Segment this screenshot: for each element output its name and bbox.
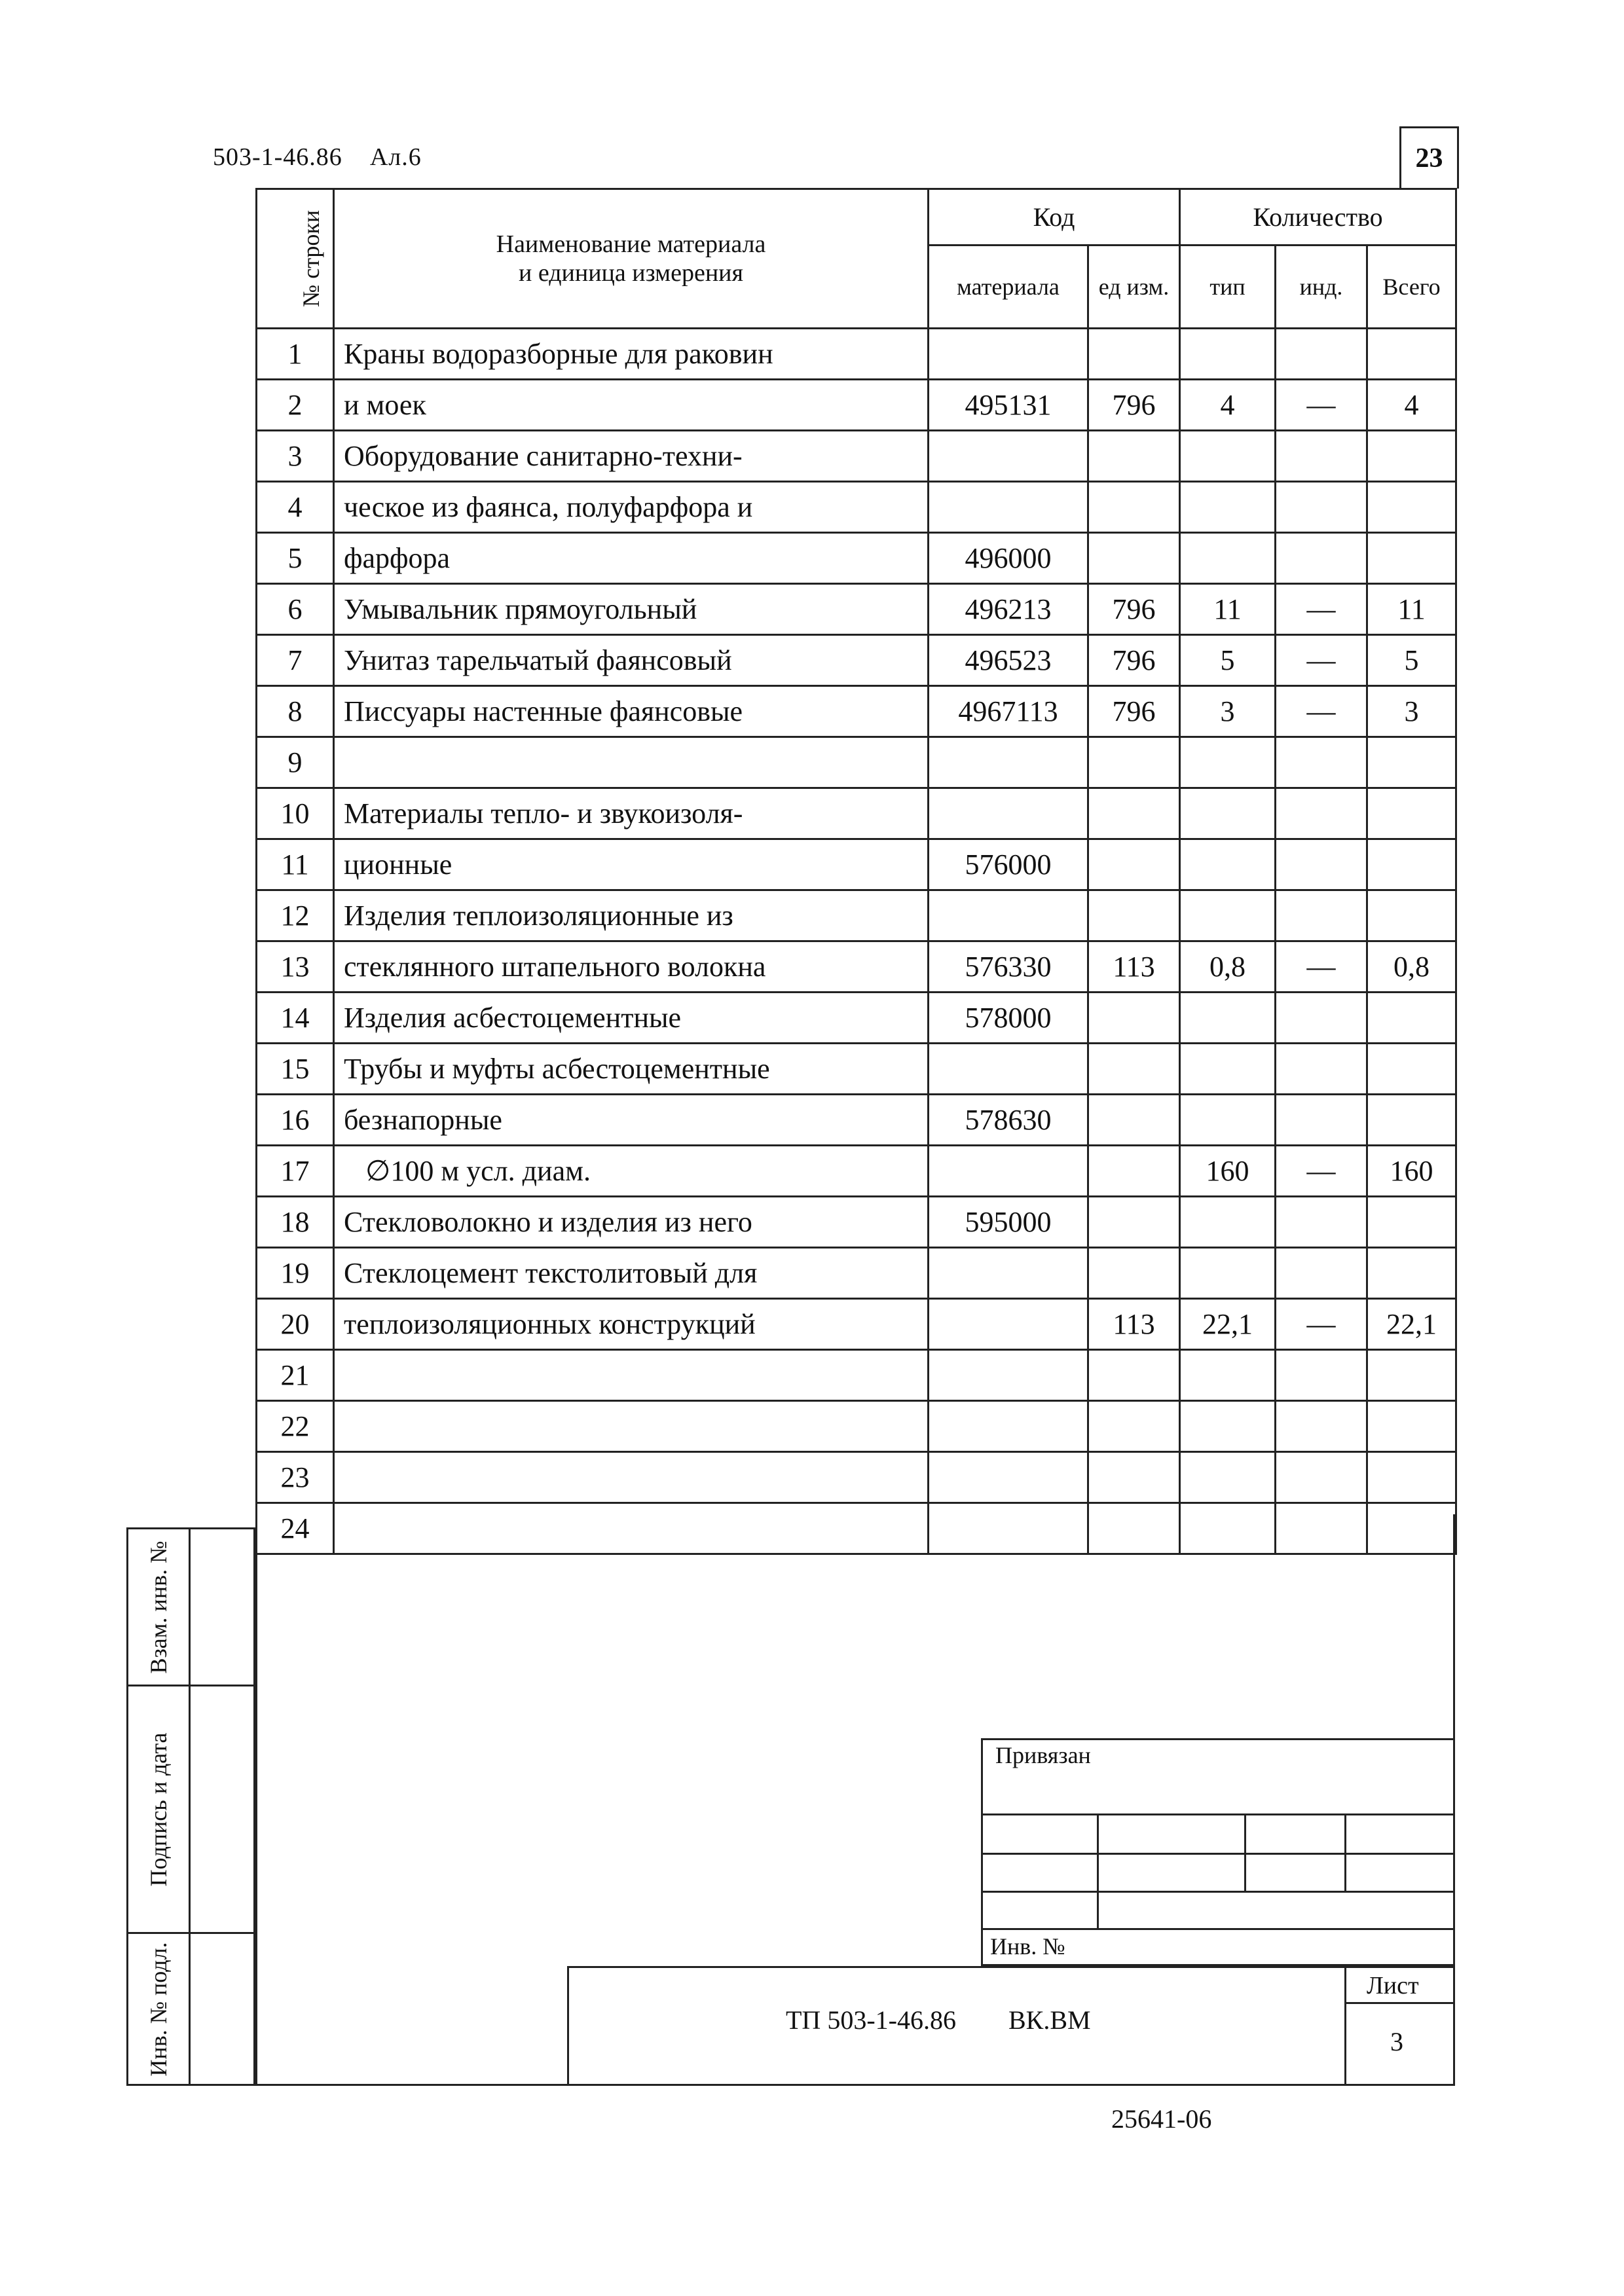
header-unit [1088, 246, 1180, 329]
qty-total-cell [1367, 1248, 1456, 1299]
row-number-cell: 11 [257, 839, 334, 890]
binding-column-line [1344, 1813, 1346, 1891]
qty-typ-cell: 4 [1180, 380, 1276, 431]
material-name-cell: Краны водоразборные для раковин [334, 329, 929, 380]
replaced-inv-label: Взам. инв. № [145, 1540, 172, 1673]
qty-typ-cell [1180, 431, 1276, 482]
unit-code-cell [1088, 533, 1180, 584]
material-name-cell: и моек [334, 380, 929, 431]
header-code-group-label: Код [1033, 202, 1075, 232]
material-name-cell: Стеклоцемент текстолитовый для [334, 1248, 929, 1299]
document-code: ТП 503-1-46.86 [786, 2005, 956, 2035]
binding-block [981, 1738, 1455, 1966]
qty-ind-cell: — [1276, 1299, 1367, 1350]
table-row [257, 993, 1456, 1044]
row-number-cell: 18 [257, 1197, 334, 1248]
qty-typ-cell [1180, 1452, 1276, 1503]
qty-typ-cell [1180, 482, 1276, 533]
sheet-number: 3 [1390, 2027, 1403, 2056]
unit-code-cell [1088, 1248, 1180, 1299]
unit-code-cell [1088, 737, 1180, 788]
qty-total-cell [1367, 737, 1456, 788]
material-name-cell: ∅100 м усл. диам. [334, 1146, 929, 1197]
binding-inv-label: Инв. № [990, 1933, 1065, 1959]
unit-code-cell: 796 [1088, 686, 1180, 737]
unit-code-cell [1088, 839, 1180, 890]
qty-ind-cell: — [1276, 686, 1367, 737]
qty-ind-cell: — [1276, 941, 1367, 993]
table-row [257, 941, 1456, 993]
material-code-cell [929, 482, 1088, 533]
header-material-name [334, 189, 929, 329]
table-row [257, 1401, 1456, 1452]
material-code-cell [929, 329, 1088, 380]
qty-total-cell [1367, 1197, 1456, 1248]
qty-typ-cell [1180, 1197, 1276, 1248]
table-row [257, 380, 1456, 431]
unit-code-cell [1088, 1350, 1180, 1401]
qty-typ-cell [1180, 533, 1276, 584]
table-row [257, 533, 1456, 584]
header-quantity-group-label: Количество [1253, 202, 1383, 232]
unit-code-cell [1088, 482, 1180, 533]
qty-ind-cell [1276, 737, 1367, 788]
qty-ind-cell [1276, 1197, 1367, 1248]
qty-total-cell: 11 [1367, 584, 1456, 635]
row-number-cell: 19 [257, 1248, 334, 1299]
header-ind [1276, 246, 1367, 329]
material-code-cell: 576000 [929, 839, 1088, 890]
qty-total-cell [1367, 482, 1456, 533]
row-number-cell: 21 [257, 1350, 334, 1401]
qty-ind-cell [1276, 1452, 1367, 1503]
side-stamp-signature-date [128, 1686, 253, 1934]
header-typ-label: тип [1209, 274, 1246, 301]
album-label: Ал.6 [369, 143, 422, 171]
table-row [257, 1299, 1456, 1350]
side-stamp-original-inv [128, 1934, 253, 2084]
header-total-label: Всего [1382, 274, 1441, 301]
material-name-cell [334, 1452, 929, 1503]
binding-divider [981, 1891, 1455, 1893]
qty-total-cell [1367, 890, 1456, 941]
qty-ind-cell [1276, 788, 1367, 839]
qty-total-cell [1367, 1044, 1456, 1095]
row-number-cell: 14 [257, 993, 334, 1044]
table-row [257, 1044, 1456, 1095]
row-number-cell: 6 [257, 584, 334, 635]
material-code-cell: 595000 [929, 1197, 1088, 1248]
row-number-cell: 12 [257, 890, 334, 941]
document-designation [786, 2005, 1091, 2035]
material-code-cell [929, 1146, 1088, 1197]
archive-number: 25641-06 [1111, 2104, 1212, 2134]
material-code-cell: 578000 [929, 993, 1088, 1044]
qty-ind-cell: — [1276, 380, 1367, 431]
table-row [257, 329, 1456, 380]
qty-ind-cell [1276, 533, 1367, 584]
unit-code-cell: 796 [1088, 380, 1180, 431]
qty-total-cell: 160 [1367, 1146, 1456, 1197]
unit-code-cell [1088, 890, 1180, 941]
qty-typ-cell [1180, 839, 1276, 890]
page-number-box [1399, 126, 1459, 189]
material-name-cell: Изделия теплоизоляционные из [334, 890, 929, 941]
material-code-cell: 496213 [929, 584, 1088, 635]
material-code-cell: 578630 [929, 1095, 1088, 1146]
qty-ind-cell [1276, 1044, 1367, 1095]
material-name-cell: Унитаз тарельчатый фаянсовый [334, 635, 929, 686]
unit-code-cell: 113 [1088, 1299, 1180, 1350]
qty-typ-cell [1180, 329, 1276, 380]
material-code-cell [929, 788, 1088, 839]
material-name-cell: Писсуары настенные фаянсовые [334, 686, 929, 737]
qty-total-cell [1367, 329, 1456, 380]
qty-typ-cell [1180, 737, 1276, 788]
table-row [257, 1452, 1456, 1503]
row-number-cell: 13 [257, 941, 334, 993]
table-row [257, 686, 1456, 737]
qty-total-cell [1367, 1452, 1456, 1503]
table-row [257, 1197, 1456, 1248]
qty-typ-cell [1180, 788, 1276, 839]
qty-ind-cell [1276, 1095, 1367, 1146]
spec-table-body [257, 329, 1456, 1554]
qty-total-cell [1367, 533, 1456, 584]
material-name-cell [334, 1401, 929, 1452]
unit-code-cell [1088, 1197, 1180, 1248]
row-number-cell: 9 [257, 737, 334, 788]
material-name-cell: ческое из фаянса, полуфарфора и [334, 482, 929, 533]
row-number-cell: 3 [257, 431, 334, 482]
binding-title: Привязан [995, 1742, 1091, 1768]
qty-typ-cell: 5 [1180, 635, 1276, 686]
unit-code-cell [1088, 1095, 1180, 1146]
qty-typ-cell [1180, 1248, 1276, 1299]
row-number-cell: 4 [257, 482, 334, 533]
binding-divider [981, 1813, 1455, 1815]
material-name-cell: стеклянного штапельного волокна [334, 941, 929, 993]
material-code-cell [929, 431, 1088, 482]
material-name-cell [334, 737, 929, 788]
signature-date-label: Подпись и дата [145, 1732, 172, 1886]
qty-typ-cell [1180, 890, 1276, 941]
table-row [257, 1095, 1456, 1146]
table-row [257, 1248, 1456, 1299]
page-number: 23 [1415, 143, 1443, 173]
qty-total-cell [1367, 1095, 1456, 1146]
unit-code-cell [1088, 788, 1180, 839]
table-row [257, 737, 1456, 788]
row-number-cell: 24 [257, 1503, 334, 1554]
row-number-cell: 2 [257, 380, 334, 431]
unit-code-cell: 796 [1088, 584, 1180, 635]
header-row-number [257, 189, 334, 329]
table-row [257, 788, 1456, 839]
table-row [257, 635, 1456, 686]
material-code-cell [929, 1401, 1088, 1452]
material-code-cell [929, 1452, 1088, 1503]
table-row [257, 482, 1456, 533]
qty-total-cell: 5 [1367, 635, 1456, 686]
material-code-cell [929, 1299, 1088, 1350]
unit-code-cell: 796 [1088, 635, 1180, 686]
title-block-sheet-line [1344, 2002, 1455, 2004]
material-code-cell: 496000 [929, 533, 1088, 584]
header-unit-label: ед изм. [1098, 274, 1170, 301]
qty-ind-cell [1276, 1401, 1367, 1452]
header-material-code-label: материала [957, 274, 1060, 301]
qty-ind-cell [1276, 431, 1367, 482]
qty-typ-cell: 11 [1180, 584, 1276, 635]
unit-code-cell [1088, 1044, 1180, 1095]
qty-ind-cell: — [1276, 635, 1367, 686]
material-code-cell: 576330 [929, 941, 1088, 993]
material-name-cell: Трубы и муфты асбестоцементные [334, 1044, 929, 1095]
material-name-cell: ционные [334, 839, 929, 890]
material-name-cell: Изделия асбестоцементные [334, 993, 929, 1044]
header-typ [1180, 246, 1276, 329]
unit-code-cell [1088, 1452, 1180, 1503]
qty-ind-cell [1276, 993, 1367, 1044]
header-row-number-label: № строки [298, 210, 325, 308]
sheet-label: Лист [1367, 1972, 1419, 1999]
unit-code-cell [1088, 1401, 1180, 1452]
qty-typ-cell [1180, 1044, 1276, 1095]
unit-code-cell [1088, 1146, 1180, 1197]
qty-typ-cell [1180, 1095, 1276, 1146]
row-number-cell: 16 [257, 1095, 334, 1146]
material-code-cell: 496523 [929, 635, 1088, 686]
unit-code-cell [1088, 329, 1180, 380]
title-block-sheet-divider [1344, 1966, 1346, 2086]
row-number-cell: 17 [257, 1146, 334, 1197]
table-row [257, 1146, 1456, 1197]
material-code-cell [929, 1248, 1088, 1299]
header-ind-label: инд. [1299, 274, 1343, 301]
material-name-cell: Оборудование санитарно-техни- [334, 431, 929, 482]
qty-total-cell [1367, 1401, 1456, 1452]
unit-code-cell: 113 [1088, 941, 1180, 993]
qty-ind-cell [1276, 482, 1367, 533]
binding-divider [981, 1928, 1455, 1930]
qty-ind-cell: — [1276, 1146, 1367, 1197]
side-stamp [126, 1527, 255, 2086]
table-row [257, 584, 1456, 635]
qty-ind-cell [1276, 1350, 1367, 1401]
qty-ind-cell [1276, 839, 1367, 890]
material-spec-table [255, 188, 1457, 1555]
material-code-cell: 4967113 [929, 686, 1088, 737]
material-code-cell [929, 1044, 1088, 1095]
row-number-cell: 8 [257, 686, 334, 737]
row-number-cell: 7 [257, 635, 334, 686]
qty-typ-cell: 0,8 [1180, 941, 1276, 993]
binding-column-line [1097, 1813, 1099, 1928]
qty-total-cell [1367, 993, 1456, 1044]
material-name-cell: безнапорные [334, 1095, 929, 1146]
material-name-cell: фарфора [334, 533, 929, 584]
series-code: 503-1-46.86 [213, 143, 342, 171]
qty-typ-cell: 3 [1180, 686, 1276, 737]
material-name-cell: Умывальник прямоугольный [334, 584, 929, 635]
qty-typ-cell [1180, 993, 1276, 1044]
material-name-cell: Стекловолокно и изделия из него [334, 1197, 929, 1248]
header-total [1367, 246, 1456, 329]
qty-ind-cell [1276, 1248, 1367, 1299]
qty-typ-cell [1180, 1350, 1276, 1401]
row-number-cell: 1 [257, 329, 334, 380]
header-quantity-group [1180, 189, 1456, 246]
material-name-cell: Материалы тепло- и звукоизоля- [334, 788, 929, 839]
qty-ind-cell: — [1276, 584, 1367, 635]
unit-code-cell [1088, 993, 1180, 1044]
header-material-name-label: Наименование материала и единица измерения [496, 230, 766, 287]
material-code-cell [929, 890, 1088, 941]
binding-column-line [1244, 1813, 1246, 1891]
table-row [257, 890, 1456, 941]
document-mark: ВК.ВМ [1008, 2005, 1091, 2035]
qty-ind-cell [1276, 329, 1367, 380]
material-name-cell [334, 1350, 929, 1401]
row-number-cell: 15 [257, 1044, 334, 1095]
qty-total-cell: 4 [1367, 380, 1456, 431]
row-number-cell: 23 [257, 1452, 334, 1503]
qty-total-cell: 22,1 [1367, 1299, 1456, 1350]
qty-total-cell: 0,8 [1367, 941, 1456, 993]
side-stamp-replaced-inv [128, 1529, 253, 1686]
qty-typ-cell: 160 [1180, 1146, 1276, 1197]
qty-total-cell [1367, 839, 1456, 890]
material-code-cell: 495131 [929, 380, 1088, 431]
material-code-cell [929, 737, 1088, 788]
header-material-code [929, 246, 1088, 329]
table-row [257, 839, 1456, 890]
table-row [257, 431, 1456, 482]
material-name-cell: теплоизоляционных конструкций [334, 1299, 929, 1350]
unit-code-cell [1088, 431, 1180, 482]
qty-total-cell: 3 [1367, 686, 1456, 737]
qty-total-cell [1367, 788, 1456, 839]
header-code-group [929, 189, 1180, 246]
binding-divider [981, 1853, 1455, 1855]
table-row [257, 1350, 1456, 1401]
qty-total-cell [1367, 431, 1456, 482]
row-number-cell: 22 [257, 1401, 334, 1452]
qty-typ-cell [1180, 1401, 1276, 1452]
material-code-cell [929, 1350, 1088, 1401]
row-number-cell: 10 [257, 788, 334, 839]
qty-total-cell [1367, 1350, 1456, 1401]
row-number-cell: 20 [257, 1299, 334, 1350]
row-number-cell: 5 [257, 533, 334, 584]
qty-typ-cell: 22,1 [1180, 1299, 1276, 1350]
original-inv-label: Инв. № подл. [145, 1941, 172, 2077]
document-header [213, 143, 422, 172]
qty-ind-cell [1276, 890, 1367, 941]
